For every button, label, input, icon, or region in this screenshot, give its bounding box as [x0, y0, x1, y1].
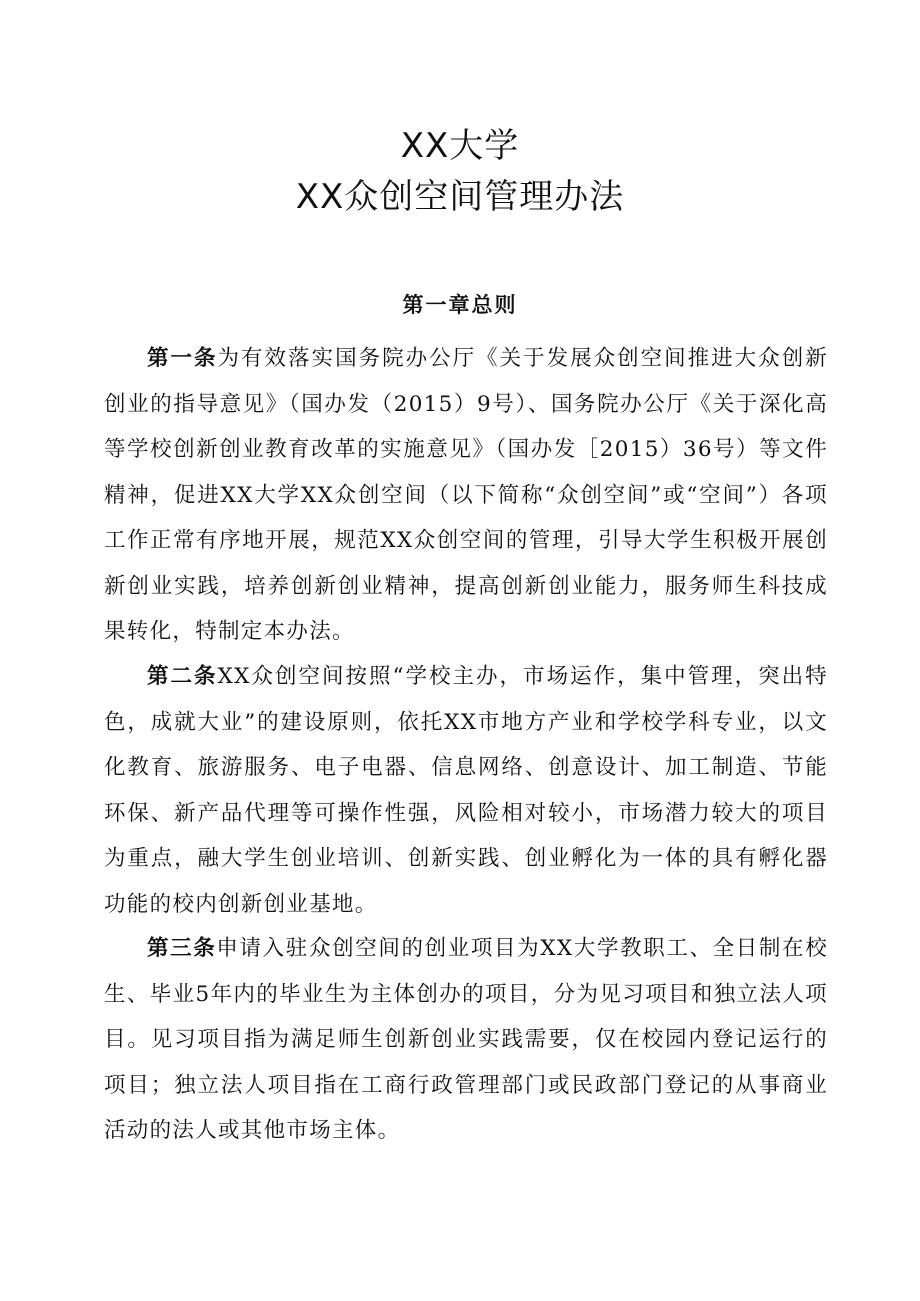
article-2-text: XX众创空间按照“学校主办，市场运作，集中管理，突出特色，成就大业”的建设原则，依托XX市地方产业和学校学科专业，以文化教育、旅游服务、电子电器、信息网络、创意设计、加工制造、节能环保、新产品代理等可操作性强，风险相对较小，市场潜力较大的项目为重点，融大学生创业培训、创新实践、创业孵化为一体的具有孵化器功能的校内创新创业基地。	[104, 664, 828, 917]
article-3-text: 申请入驻众创空间的创业项目为XX大学教职工、全日制在校生、毕业5年内的毕业生为主体创办的项目，分为见习项目和独立法人项目。见习项目指为满足师生创新创业实践需要，仅在校园内登记运行的项目；独立法人项目指在工商行政管理部门或民政部门登记的从事商业活动的法人或其他市场主体。	[104, 936, 828, 1143]
article-1-text: 为有效落实国务院办公厅《关于发展众创空间推进大众创新创业的指导意见》（国办发（2015）9号）、国务院办公厅《关于深化高等学校创新创业教育改革的实施意见》（国办发［2015）36号）等文件精神，促进XX大学XX众创空间（以下简称“众创空间”或“空间”）各项工作正常有序地开展，规范XX众创空间的管理，引导大学生积极开展创新创业实践，培养创新创业精神，提高创新创业能力，服务师生科技成果转化，特制定本办法。	[104, 346, 828, 644]
chapter-heading: 第一章总则	[402, 293, 518, 317]
article-3-label: 第三条	[147, 936, 217, 961]
article-1	[104, 336, 828, 655]
article-2-label: 第二条	[147, 664, 218, 689]
document-title-regulation: XX众创空间管理办法	[295, 177, 625, 217]
article-2	[104, 654, 828, 927]
article-1-label: 第一条	[147, 346, 218, 371]
article-3	[104, 926, 828, 1154]
document-title-university: XX大学	[400, 126, 520, 166]
